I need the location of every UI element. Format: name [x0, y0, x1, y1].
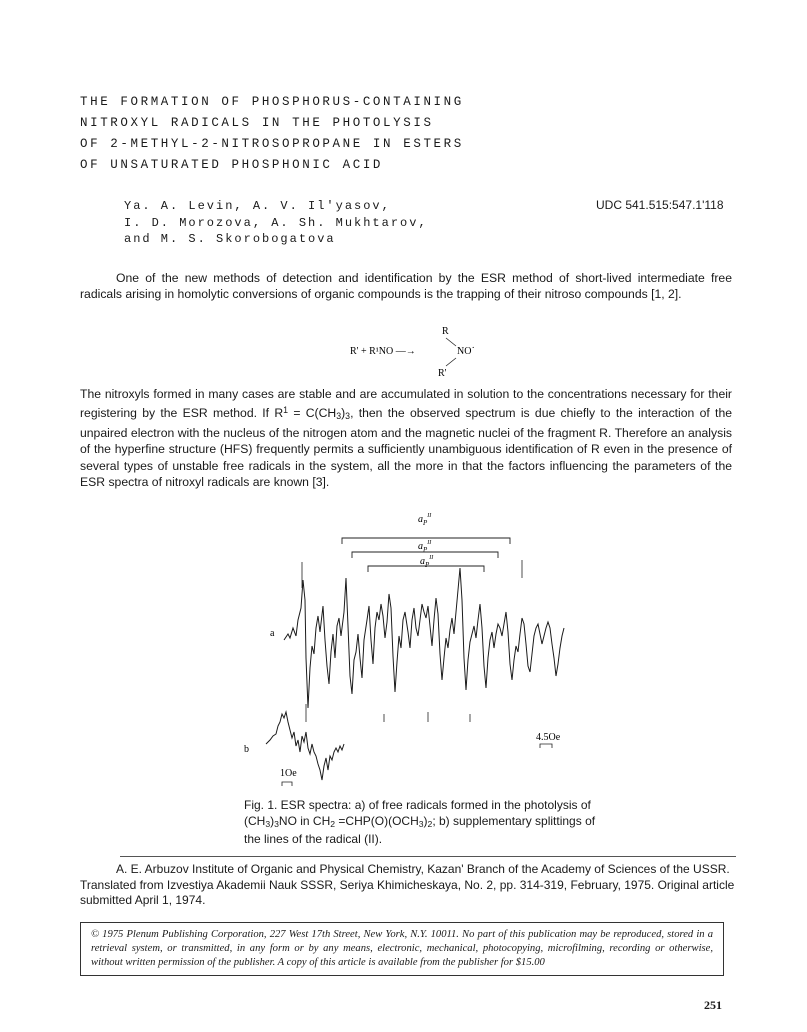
title-line: NITROXYL RADICALS IN THE PHOTOLYSIS	[80, 116, 434, 130]
affiliation-note	[80, 862, 736, 909]
caption-text: ; b) supplementary splittings of the lines of the radical (II).	[244, 813, 596, 847]
p2-text-d: , then the observed spectrum is due chiefly to the interaction of the unpaired electron with the nucleus of the nitrogen atom and the magnetic nuclei of the fragment R. Therefore an analysis of the hyperfine structure (HFS) frequently permits a sufficiently unambiguous identification of R even in the presence of several types of unstable free radicals in the system, all the more in that the factors influencing the parameters of the ESR spectra of nitroxyl radicals are known [3].	[80, 406, 732, 490]
caption-sub: 3	[274, 818, 279, 829]
p2-sub-b: 3	[336, 411, 342, 422]
intro-text: One of the new methods of detection and identification by the ESR method of short-lived intermediate free radicals arising in homolytic conversions of organic compounds is the trapping of their nitroso compounds [1, 2].	[80, 271, 732, 302]
title-line: THE FORMATION OF PHOSPHORUS-CONTAINING	[80, 95, 464, 109]
esr-spectrum-figure	[240, 508, 590, 793]
caption-sub: 3	[265, 818, 271, 829]
spectrum-a-label: a	[270, 628, 275, 639]
title-line: OF 2-METHYL-2-NITROSOPROPANE IN ESTERS	[80, 137, 464, 151]
body-paragraph	[80, 386, 732, 491]
caption-text: =CHP(O)(OCH	[335, 813, 419, 828]
p2-sup: 1	[283, 405, 289, 416]
scale-a-label: 4.5Oe	[536, 732, 561, 743]
bracket-label-3: $a_P^{II}$	[420, 555, 434, 569]
caption-text: NO in CH	[278, 813, 331, 828]
copyright-notice	[80, 922, 724, 976]
caption-sub: 3	[418, 818, 424, 829]
page-number: 251	[704, 998, 722, 1012]
reaction-center: NO˙	[457, 346, 475, 357]
author-list	[124, 198, 524, 248]
reaction-scheme	[350, 322, 490, 378]
intro-paragraph	[80, 270, 732, 303]
spectrum-a-trace	[284, 568, 564, 708]
reaction-bond-bottom	[446, 358, 456, 366]
scale-b-bar	[282, 782, 292, 786]
p2-text-a: The nitroxyls formed in many cases are stable and are accumulated in solution to the concentrations necessary for their registering by the ESR method. If R	[80, 387, 732, 421]
caption-text: Fig. 1. ESR spectra: a) of free radicals formed in the photolysis of (CH	[244, 798, 591, 828]
caption-text: )	[423, 813, 428, 828]
caption-text: )	[270, 813, 275, 828]
p2-text-c: )	[341, 406, 346, 421]
reaction-top-group: R	[442, 326, 449, 337]
bracket-label-1: $a_P^{II}$	[418, 513, 432, 527]
udc-code: UDC 541.515:547.1'118	[596, 198, 724, 212]
scale-a-bar	[540, 744, 552, 748]
p2-text-b: = C(CH	[288, 406, 337, 421]
caption-sub: 2	[427, 818, 433, 829]
affiliation-text: A. E. Arbuzov Institute of Organic and Physical Chemistry, Kazan' Branch of the Academy of Sciences of the USSR. Translated from Izvestiya Akademii Nauk SSSR, Seriya Khimicheskaya, No. 2, pp. 314-319, February, 1975. Original article submitted April 1, 1974.	[80, 862, 735, 908]
p2-sub-c: 3	[345, 411, 351, 422]
copyright-text: © 1975 Plenum Publishing Corporation, 227 West 17th Street, New York, N.Y. 10011. No part of this publication may be reproduced, stored in a retrieval system, or transmitted, in any form or by any means, electronic, mechanical, photocopying, microfilming, recording or otherwise, without written permission of the publisher. A copy of this article is available from the publisher for $15.00	[91, 929, 713, 968]
figure-caption	[244, 798, 604, 848]
reaction-bond-top	[446, 338, 456, 346]
reaction-lhs: R' + R¹NO —→	[350, 346, 416, 357]
bracket-1	[342, 538, 510, 544]
spectrum-b-label: b	[244, 744, 249, 755]
author-line: Ya. A. Levin, A. V. Il'yasov,	[124, 199, 391, 213]
author-line: I. D. Morozova, A. Sh. Mukhtarov,	[124, 215, 428, 230]
divider	[120, 856, 736, 857]
reaction-bottom-group: R'	[438, 368, 447, 378]
bracket-label-2: $a_P^{II}$	[418, 540, 432, 554]
scale-b-label: 1Oe	[280, 768, 297, 779]
article-title	[80, 92, 600, 176]
caption-sub: 2	[330, 818, 336, 829]
spectrum-b-trace	[266, 712, 344, 780]
author-line: and M. S. Skorobogatova	[124, 232, 336, 246]
title-line: OF UNSATURATED PHOSPHONIC ACID	[80, 158, 384, 172]
